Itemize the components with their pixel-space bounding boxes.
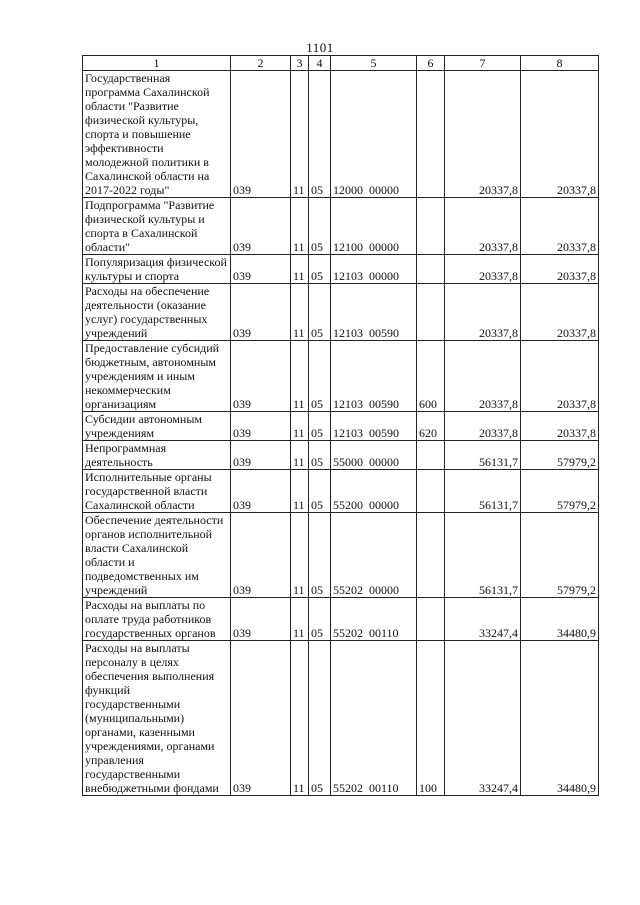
table-row [83,598,599,641]
row-expense-type: 600 [417,341,445,412]
row-subsection: 05 [309,255,331,284]
row-ministry: 039 [231,341,291,412]
row-amount-2: 20337,8 [521,412,599,441]
header-cell: 4 [309,56,331,71]
row-expense-type [417,513,445,598]
row-section: 11 [291,412,309,441]
row-amount-2: 20337,8 [521,198,599,255]
row-section: 11 [291,341,309,412]
row-name: Субсидии автономным учреждениям [83,412,231,441]
table-row [83,641,599,796]
row-section: 11 [291,71,309,198]
row-subsection: 05 [309,412,331,441]
row-subsection: 05 [309,71,331,198]
table-row [83,71,599,198]
row-section: 11 [291,198,309,255]
row-amount-2: 57979,2 [521,470,599,513]
row-section: 11 [291,255,309,284]
table-row [83,341,599,412]
row-ministry: 039 [231,513,291,598]
row-ministry: 039 [231,412,291,441]
row-subsection: 05 [309,198,331,255]
row-expense-type [417,284,445,341]
row-subsection: 05 [309,641,331,796]
header-cell: 5 [331,56,417,71]
table-row [83,470,599,513]
row-expense-type [417,441,445,470]
table-row [83,255,599,284]
row-subsection: 05 [309,284,331,341]
row-target: 55202 00000 [331,513,417,598]
row-amount-2: 20337,8 [521,71,599,198]
budget-table [82,55,599,796]
row-amount-1: 56131,7 [445,441,521,470]
row-target: 12000 00000 [331,71,417,198]
row-target: 12103 00000 [331,255,417,284]
row-amount-1: 20337,8 [445,198,521,255]
row-target: 55202 00110 [331,598,417,641]
row-expense-type: 620 [417,412,445,441]
row-name: Расходы на выплаты по оплате труда работников государственных органов [83,598,231,641]
row-target: 55202 00110 [331,641,417,796]
row-section: 11 [291,441,309,470]
row-amount-1: 56131,7 [445,470,521,513]
row-target: 55200 00000 [331,470,417,513]
row-target: 12100 00000 [331,198,417,255]
header-cell: 3 [291,56,309,71]
row-ministry: 039 [231,641,291,796]
row-ministry: 039 [231,441,291,470]
page-number: 1101 [306,40,334,55]
table-row [83,513,599,598]
row-amount-2: 57979,2 [521,513,599,598]
row-name: Обеспечение деятельности органов исполнительной власти Сахалинской области и подведомственных им учреждений [83,513,231,598]
row-ministry: 039 [231,198,291,255]
row-section: 11 [291,598,309,641]
row-name: Предоставление субсидий бюджетным, автономным учреждениям и иным некоммерческим организациям [83,341,231,412]
row-section: 11 [291,641,309,796]
header-cell: 7 [445,56,521,71]
row-name: Расходы на обеспечение деятельности (оказание услуг) государственных учреждений [83,284,231,341]
row-subsection: 05 [309,598,331,641]
row-name: Государственная программа Сахалинской области "Развитие физической культуры, спорта и повышение эффективности молодежной политики в Сахалинской области на 2017-2022 годы" [83,71,231,198]
row-section: 11 [291,470,309,513]
row-expense-type [417,598,445,641]
table-row [83,441,599,470]
row-subsection: 05 [309,341,331,412]
row-amount-1: 33247,4 [445,598,521,641]
row-amount-1: 20337,8 [445,341,521,412]
row-target: 55000 00000 [331,441,417,470]
header-cell: 2 [231,56,291,71]
row-subsection: 05 [309,470,331,513]
row-ministry: 039 [231,255,291,284]
row-amount-2: 20337,8 [521,284,599,341]
row-expense-type [417,198,445,255]
row-amount-1: 20337,8 [445,71,521,198]
header-cell: 1 [83,56,231,71]
table-row [83,198,599,255]
row-ministry: 039 [231,284,291,341]
header-row [83,56,599,71]
row-amount-2: 20337,8 [521,255,599,284]
header-cell: 8 [521,56,599,71]
table-row [83,412,599,441]
row-section: 11 [291,513,309,598]
row-section: 11 [291,284,309,341]
row-amount-2: 34480,9 [521,641,599,796]
row-subsection: 05 [309,513,331,598]
row-subsection: 05 [309,441,331,470]
row-amount-1: 20337,8 [445,412,521,441]
table-row [83,284,599,341]
row-expense-type [417,470,445,513]
header-cell: 6 [417,56,445,71]
row-target: 12103 00590 [331,341,417,412]
row-name: Популяризация физической культуры и спорта [83,255,231,284]
row-amount-2: 34480,9 [521,598,599,641]
row-amount-1: 20337,8 [445,284,521,341]
row-target: 12103 00590 [331,284,417,341]
row-name: Подпрограмма "Развитие физической культуры и спорта в Сахалинской области" [83,198,231,255]
row-amount-1: 20337,8 [445,255,521,284]
row-ministry: 039 [231,470,291,513]
row-amount-1: 33247,4 [445,641,521,796]
row-ministry: 039 [231,598,291,641]
row-amount-1: 56131,7 [445,513,521,598]
row-expense-type [417,255,445,284]
row-amount-2: 57979,2 [521,441,599,470]
row-name: Исполнительные органы государственной власти Сахалинской области [83,470,231,513]
row-name: Непрограммная деятельность [83,441,231,470]
row-expense-type [417,71,445,198]
row-ministry: 039 [231,71,291,198]
row-target: 12103 00590 [331,412,417,441]
row-name: Расходы на выплаты персоналу в целях обеспечения выполнения функций государственными (муниципальными) органами, казенными учреждениями, органами управления государственными внебюджетными фондами [83,641,231,796]
row-expense-type: 100 [417,641,445,796]
row-amount-2: 20337,8 [521,341,599,412]
